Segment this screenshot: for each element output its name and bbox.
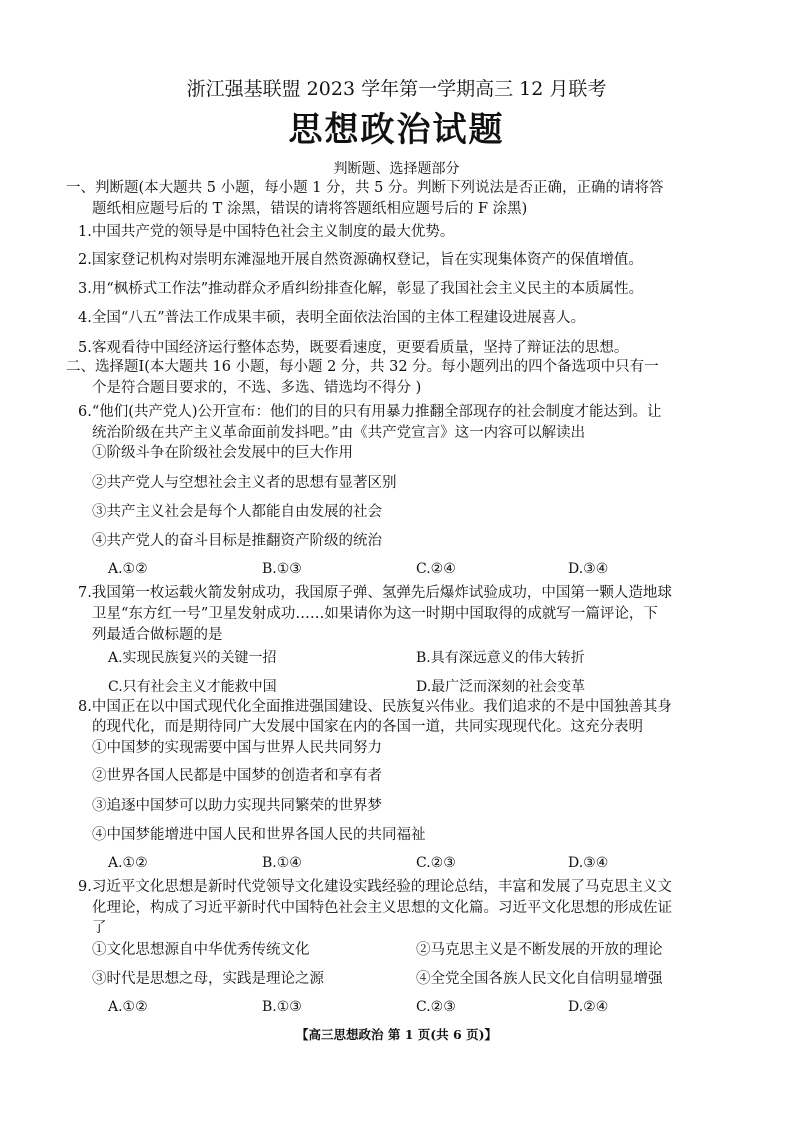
exam-header-line: 浙江强基联盟 2023 学年第一学期高三 12 月联考 xyxy=(186,78,607,100)
q9-option-b[interactable]: B.①③ xyxy=(262,999,302,1015)
q9-statement-2: ②马克思主义是不断发展的开放的理论 xyxy=(416,942,663,958)
q9-stem-line1: 9.习近平文化思想是新时代党领导文化建设实践经验的理论总结，丰富和发展了马克思主义文 xyxy=(78,879,672,895)
q8-option-c[interactable]: C.②③ xyxy=(416,855,456,871)
q6-statement-2: ②共产党人与空想社会主义者的思想有显著区别 xyxy=(92,475,397,491)
q6-statement-1: ①阶级斗争在阶级社会发展中的巨大作用 xyxy=(92,445,353,461)
exam-title: 思想政治试题 xyxy=(288,110,505,150)
judgment-q1: 1.中国共产党的领导是中国特色社会主义制度的最大优势。 xyxy=(78,224,455,240)
judgment-q2: 2.国家登记机构对崇明东滩湿地开展自然资源确权登记，旨在实现集体资产的保值增值。 xyxy=(78,252,643,268)
q8-option-b[interactable]: B.①④ xyxy=(262,855,302,871)
q8-option-d[interactable]: D.③④ xyxy=(568,855,609,871)
page-footer: 【高三思想政治 第 1 页(共 6 页)】 xyxy=(296,1027,497,1042)
q9-option-a[interactable]: A.①② xyxy=(108,999,148,1015)
judgment-q5: 5.客观看待中国经济运行整体态势，既要看速度，更要看质量，坚持了辩证法的思想。 xyxy=(78,340,629,356)
q7-stem-line3: 列最适合做标题的是 xyxy=(92,627,223,643)
q9-statement-1: ①文化思想源自中华优秀传统文化 xyxy=(92,942,310,958)
judgment-q4: 4.全国“八五”普法工作成果丰硕，表明全面依法治国的主体工程建设进展喜人。 xyxy=(78,310,586,326)
part-subtitle: 判断题、选择题部分 xyxy=(333,161,460,177)
section1-heading-line2: 题纸相应题号后的 T 涂黑，错误的请将答题纸相应题号后的 F 涂黑) xyxy=(92,201,528,217)
q6-option-d[interactable]: D.③④ xyxy=(568,561,609,577)
q7-option-c[interactable]: C.只有社会主义才能救中国 xyxy=(108,679,277,695)
q9-stem-line2: 化理论，构成了习近平新时代中国特色社会主义思想的文化篇。习近平文化思想的形成佐证 xyxy=(92,900,672,916)
q8-statement-2: ②世界各国人民都是中国梦的创造者和享有者 xyxy=(92,768,382,784)
q7-option-a[interactable]: A.实现民族复兴的关键一招 xyxy=(108,650,277,666)
judgment-q3: 3.用“枫桥式工作法”推动群众矛盾纠纷排查化解，彰显了我国社会主义民主的本质属性。 xyxy=(78,281,644,297)
q8-statement-3: ③追逐中国梦可以助力实现共同繁荣的世界梦 xyxy=(92,798,382,814)
q6-stem-line1: 6.“他们(共产党人)公开宣布：他们的目的只有用暴力推翻全部现存的社会制度才能达到。让 xyxy=(78,404,662,420)
q9-statement-4: ④全党全国各族人民文化自信明显增强 xyxy=(416,971,663,987)
q7-option-b[interactable]: B.具有深远意义的伟大转折 xyxy=(416,650,585,666)
q7-option-d[interactable]: D.最广泛而深刻的社会变革 xyxy=(416,679,586,695)
q8-stem-line2: 的现代化，而是期待同广大发展中国家在内的各国一道，共同实现现代化。这充分表明 xyxy=(92,719,643,735)
q9-stem-line3: 了 xyxy=(92,920,107,936)
q8-statement-1: ①中国梦的实现需要中国与世界人民共同努力 xyxy=(92,740,382,756)
q6-option-a[interactable]: A.①② xyxy=(108,561,148,577)
q6-option-b[interactable]: B.①③ xyxy=(262,561,302,577)
q6-option-c[interactable]: C.②④ xyxy=(416,561,456,577)
q6-statement-4: ④共产党人的奋斗目标是推翻资产阶级的统治 xyxy=(92,533,382,549)
section2-heading-line1: 二、选择题Ⅰ(本大题共 16 小题，每小题 2 分，共 32 分。每小题列出的四个备选项中只有一 xyxy=(66,359,659,375)
q7-stem-line2: 卫星“东方红一号”卫星发射成功……如果请你为这一时期中国取得的成就写一篇评论，下 xyxy=(92,606,658,622)
q6-stem-line2: 统治阶级在共产主义革命面前发抖吧。”由《共产党宣言》这一内容可以解读出 xyxy=(92,425,586,441)
section1-heading-line1: 一、判断题(本大题共 5 小题，每小题 1 分，共 5 分。判断下列说法是否正确，正确的请将答 xyxy=(66,180,664,196)
q9-statement-3: ③时代是思想之母，实践是理论之源 xyxy=(92,971,324,987)
q8-statement-4: ④中国梦能增进中国人民和世界各国人民的共同福祉 xyxy=(92,827,426,843)
section2-heading-line2: 个是符合题目要求的，不选、多选、错选均不得分 ) xyxy=(92,380,422,396)
q9-option-d[interactable]: D.②④ xyxy=(568,999,609,1015)
q7-stem-line1: 7.我国第一枚运载火箭发射成功，我国原子弹、氢弹先后爆炸试验成功，中国第一颗人造地球 xyxy=(78,585,672,601)
q9-option-c[interactable]: C.②③ xyxy=(416,999,456,1015)
q8-option-a[interactable]: A.①② xyxy=(108,855,148,871)
q6-statement-3: ③共产主义社会是每个人都能自由发展的社会 xyxy=(92,504,382,520)
q8-stem-line1: 8.中国正在以中国式现代化全面推进强国建设、民族复兴伟业。我们追求的不是中国独善其身 xyxy=(78,699,672,715)
